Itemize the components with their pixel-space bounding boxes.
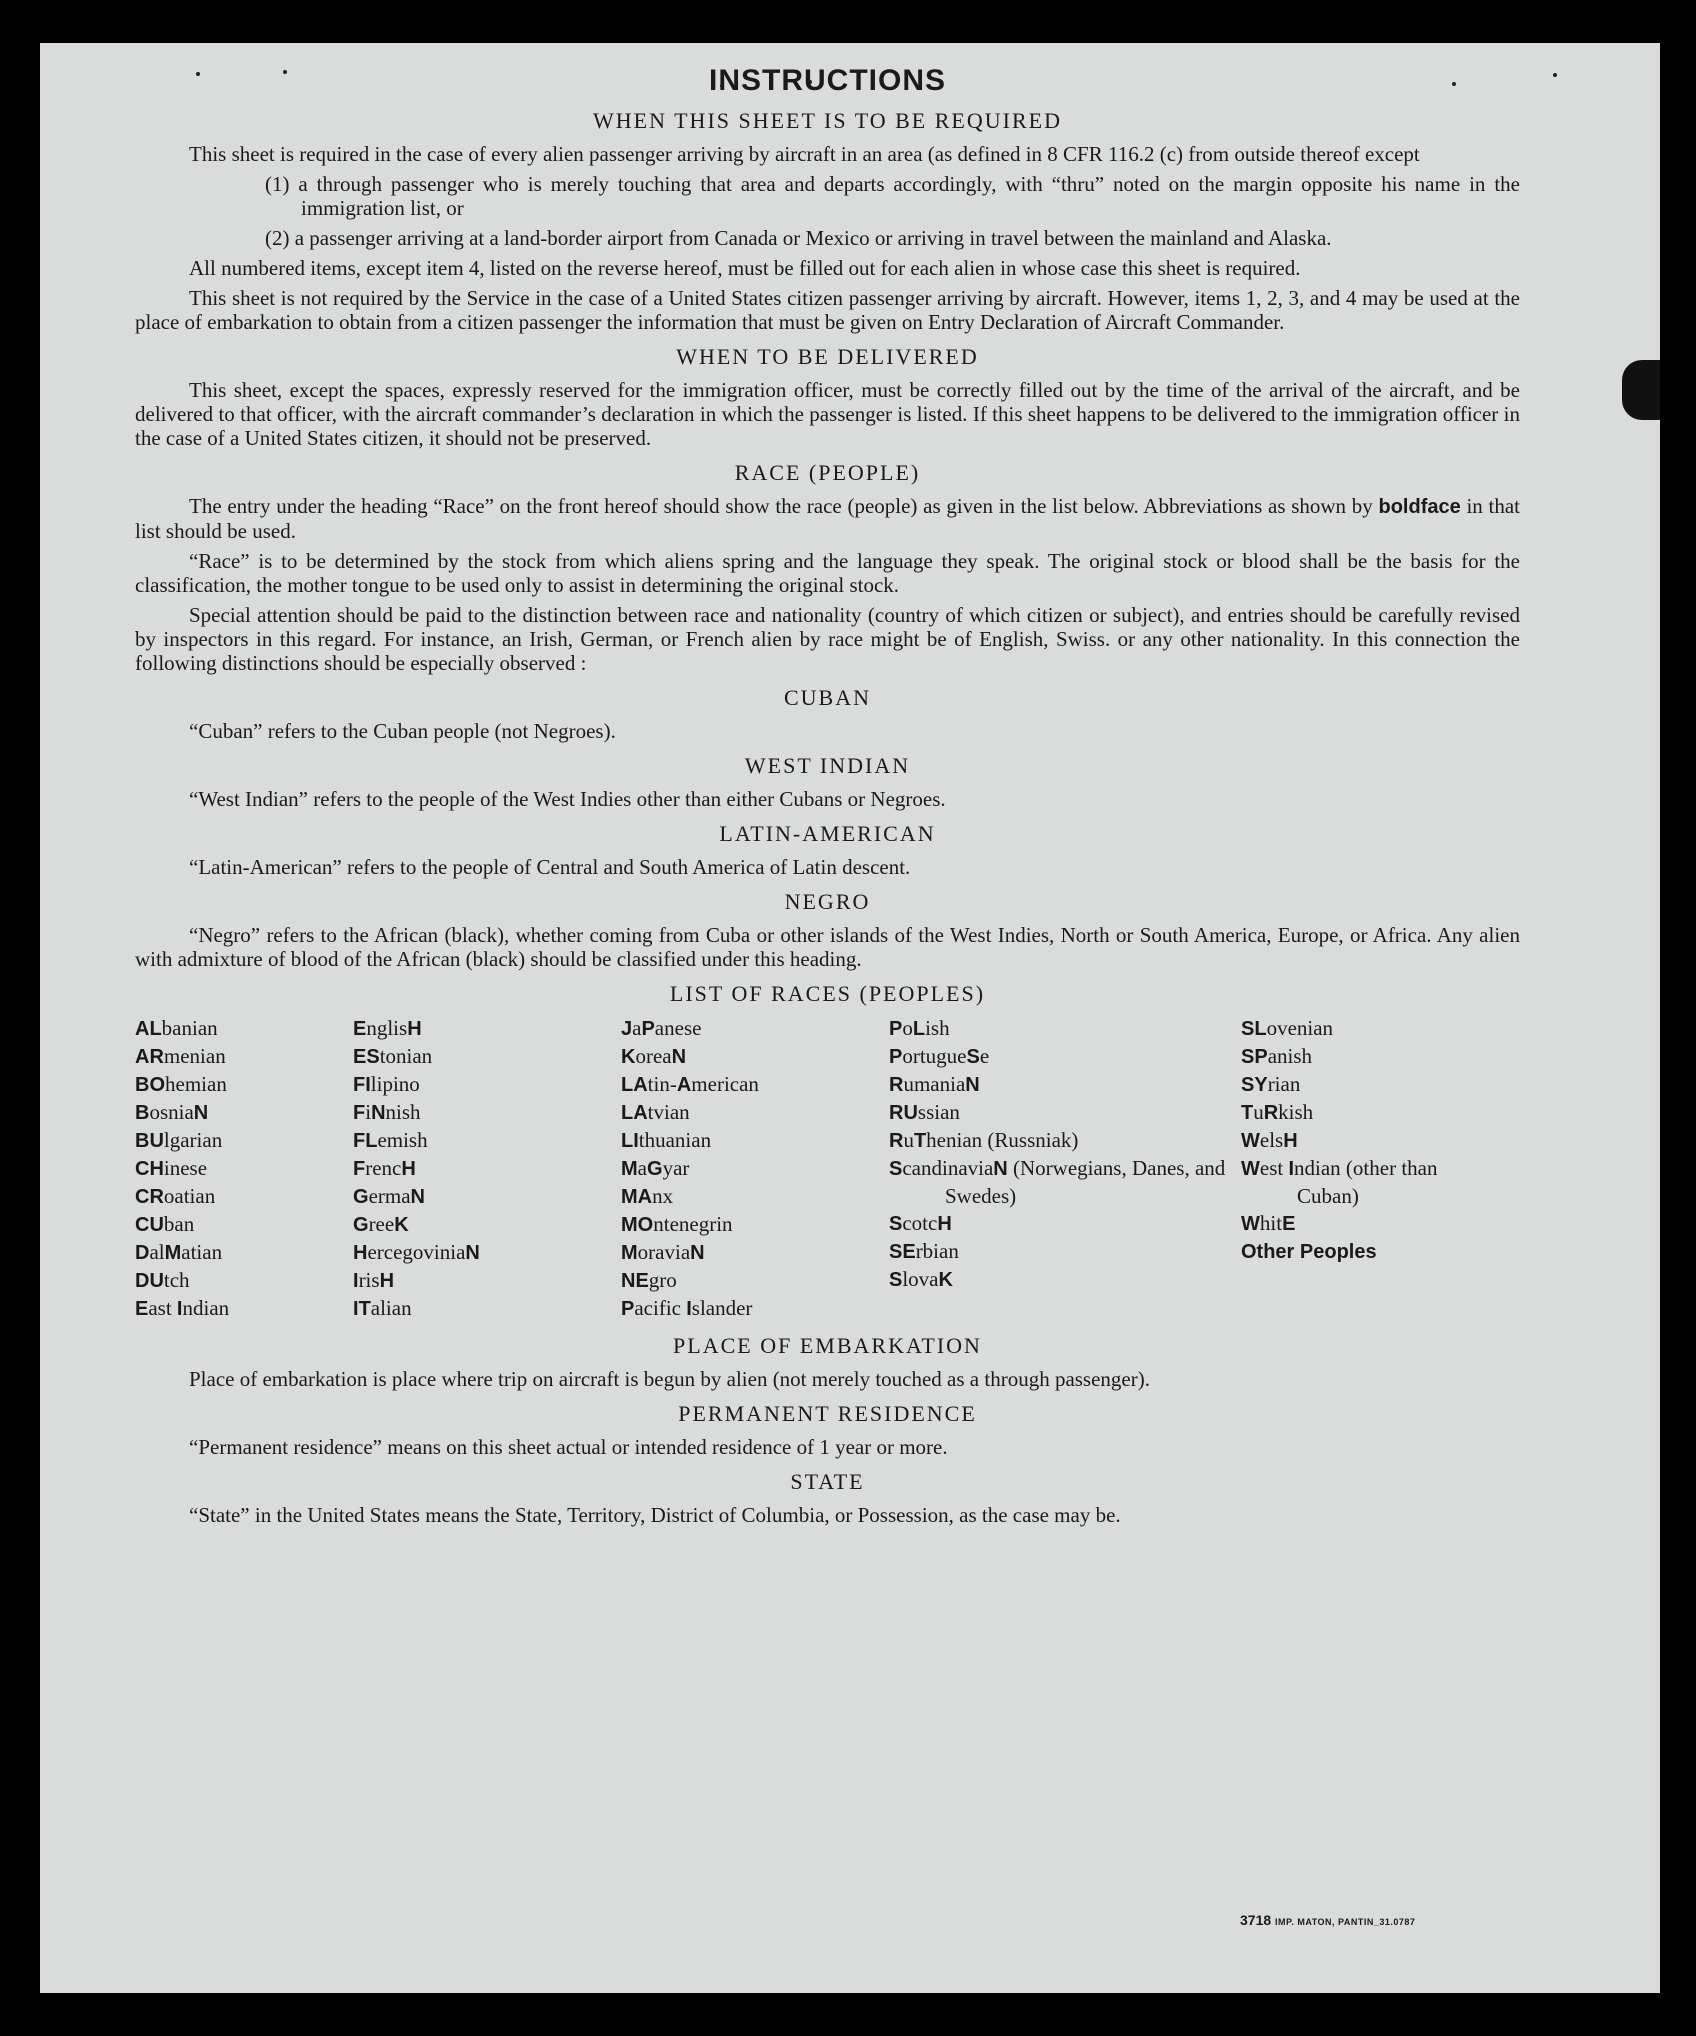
paragraph xyxy=(135,494,1520,543)
race-entry: DalMatian xyxy=(135,1240,223,1264)
race-entry: MAnx xyxy=(621,1184,674,1208)
race-entry: WelsH xyxy=(1241,1128,1298,1152)
race-entry: SLovenian xyxy=(1241,1016,1334,1040)
race-entry: GreeK xyxy=(353,1212,409,1236)
printer-name: IMP. MATON, PANTIN_31.0787 xyxy=(1275,1917,1416,1927)
race-entry: GermaN xyxy=(353,1184,425,1208)
race-entry: TuRkish xyxy=(1241,1100,1314,1124)
paragraph: This sheet is required in the case of every alien passenger arriving by aircraft in an area (as defined in 8 CFR 116.2 (c) from outside thereof except xyxy=(189,142,1420,166)
race-entry: NEgro xyxy=(621,1268,677,1292)
race-list xyxy=(135,1015,1520,1323)
paragraph: Special attention should be paid to the distinction between race and nationality (country of which citizen or subject), and entries should be carefully revised by inspectors in this regard. For instance, an Irish, German, or French alien by race might be of English, Swiss. or any other nationality. In this connection the following distinctions should be especially observed : xyxy=(135,603,1520,675)
race-entry: KoreaN xyxy=(621,1044,687,1068)
race-entry: PoLish xyxy=(889,1016,950,1040)
race-entry: Other Peoples xyxy=(1241,1241,1377,1263)
race-entry: BUlgarian xyxy=(135,1128,223,1152)
page-title: INSTRUCTIONS xyxy=(709,64,946,97)
section-heading: RACE (PEOPLE) xyxy=(734,460,921,485)
paragraph: Place of embarkation is place where trip on aircraft is begun by alien (not merely touched as a through passenger). xyxy=(189,1367,1150,1391)
paragraph: “State” in the United States means the State, Territory, District of Columbia, or Possession, as the case may be. xyxy=(189,1503,1121,1527)
paragraph: “West Indian” refers to the people of the West Indies other than either Cubans or Negroes. xyxy=(189,787,946,811)
race-entry: HercegoviniaN xyxy=(353,1240,480,1264)
race-entry: FrencH xyxy=(353,1156,416,1180)
section-heading: WHEN THIS SHEET IS TO BE REQUIRED xyxy=(593,108,1062,133)
race-entry: CHinese xyxy=(135,1156,208,1180)
race-column xyxy=(889,1015,1241,1323)
section-heading: LATIN-AMERICAN xyxy=(719,821,936,846)
race-column xyxy=(621,1015,889,1323)
race-entry: FLemish xyxy=(353,1128,428,1152)
section-heading: PERMANENT RESIDENCE xyxy=(678,1401,977,1426)
race-entry: RUssian xyxy=(889,1100,960,1124)
boldface-word: boldface xyxy=(1378,496,1461,518)
text-run: in that list should be used. xyxy=(135,494,1520,543)
race-entry: ScandinaviaN (Norwegians, Danes, and Swedes) xyxy=(889,1156,1226,1208)
race-entry: IrisH xyxy=(353,1268,395,1292)
paragraph: “Negro” refers to the African (black), whether coming from Cuba or other islands of the West Indies, North or South America, Europe, or Africa. Any alien with admixture of blood of the African (black) should be classified under this heading. xyxy=(135,923,1520,971)
race-entry: MaGyar xyxy=(621,1156,690,1180)
paragraph: “Race” is to be determined by the stock from which aliens spring and the language they speak. The original stock or blood shall be the basis for the classification, the mother tongue to be used only to assist in determining the original stock. xyxy=(135,549,1520,597)
paragraph: “Cuban” refers to the Cuban people (not Negroes). xyxy=(189,719,616,743)
race-entry: EnglisH xyxy=(353,1016,422,1040)
race-entry: CUban xyxy=(135,1212,195,1236)
race-entry: SlovaK xyxy=(889,1267,953,1291)
race-entry: RumaniaN xyxy=(889,1072,980,1096)
race-entry: RuThenian (Russniak) xyxy=(889,1128,1079,1152)
printer-imprint xyxy=(1240,1912,1415,1928)
race-entry: BosniaN xyxy=(135,1100,209,1124)
form-number: 3718 xyxy=(1240,1912,1272,1928)
list-item: (1) a through passenger who is merely touching that area and departs accordingly, with “thru” noted on the margin opposite his name in the immigration list, or xyxy=(265,172,1520,220)
race-entry: East Indian xyxy=(135,1296,230,1320)
race-column xyxy=(1241,1015,1491,1323)
paragraph: “Permanent residence” means on this sheet actual or intended residence of 1 year or more. xyxy=(189,1435,948,1459)
punch-hole-mark xyxy=(1622,360,1660,420)
race-entry: MoraviaN xyxy=(621,1240,705,1264)
race-column xyxy=(135,1015,353,1323)
race-column xyxy=(353,1015,621,1323)
race-entry: WhitE xyxy=(1241,1211,1296,1235)
race-entry: FIlipino xyxy=(353,1072,420,1096)
race-entry: ITalian xyxy=(353,1296,412,1320)
text-run: The entry under the heading “Race” on the front hereof should show the race (people) as given in the list below. Abbreviations as shown by xyxy=(189,494,1379,518)
race-entry: DUtch xyxy=(135,1268,190,1292)
race-entry: LAtvian xyxy=(621,1100,690,1124)
section-heading: PLACE OF EMBARKATION xyxy=(673,1333,982,1358)
section-heading: LIST OF RACES (PEOPLES) xyxy=(669,981,986,1006)
race-entry: ALbanian xyxy=(135,1016,218,1040)
race-entry: CRoatian xyxy=(135,1184,216,1208)
instructions-content xyxy=(135,60,1520,1533)
race-entry: JaPanese xyxy=(621,1016,702,1040)
race-entry: LIthuanian xyxy=(621,1128,712,1152)
race-entry: West Indian (other than Cuban) xyxy=(1241,1156,1438,1208)
race-entry: FiNnish xyxy=(353,1100,421,1124)
race-entry: LAtin-American xyxy=(621,1072,759,1096)
section-heading: CUBAN xyxy=(783,685,871,710)
paragraph: This sheet is not required by the Service in the case of a United States citizen passenger arriving by aircraft. However, items 1, 2, 3, and 4 may be used at the place of embarkation to obtain from a citizen passenger the information that must be given on Entry Declaration of Aircraft Commander. xyxy=(135,286,1520,334)
race-entry: SErbian xyxy=(889,1239,959,1263)
race-entry: BOhemian xyxy=(135,1072,227,1096)
race-entry: ScotcH xyxy=(889,1211,952,1235)
paragraph: All numbered items, except item 4, listed on the reverse hereof, must be filled out for each alien in whose case this sheet is required. xyxy=(189,256,1301,280)
section-heading: STATE xyxy=(790,1469,865,1494)
paragraph: This sheet, except the spaces, expressly reserved for the immigration officer, must be correctly filled out by the time of the arrival of the aircraft, and be delivered to that officer, with the aircraft commander’s declaration in which the passenger is listed. If this sheet happens to be delivered to the immigration officer in the case of a United States citizen, it should not be preserved. xyxy=(135,378,1520,450)
race-entry: SPanish xyxy=(1241,1044,1313,1068)
race-entry: Pacific Islander xyxy=(621,1296,753,1320)
race-entry: MOntenegrin xyxy=(621,1212,733,1236)
race-entry: EStonian xyxy=(353,1044,433,1068)
section-heading: WHEN TO BE DELIVERED xyxy=(676,344,979,369)
list-item: (2) a passenger arriving at a land-border airport from Canada or Mexico or arriving in travel between the mainland and Alaska. xyxy=(265,226,1332,250)
section-heading: WEST INDIAN xyxy=(744,753,911,778)
paragraph: “Latin-American” refers to the people of Central and South America of Latin descent. xyxy=(189,855,911,879)
race-entry: ARmenian xyxy=(135,1044,226,1068)
race-entry: PortugueSe xyxy=(889,1044,990,1068)
section-heading: NEGRO xyxy=(784,889,871,914)
race-entry: SYrian xyxy=(1241,1072,1301,1096)
